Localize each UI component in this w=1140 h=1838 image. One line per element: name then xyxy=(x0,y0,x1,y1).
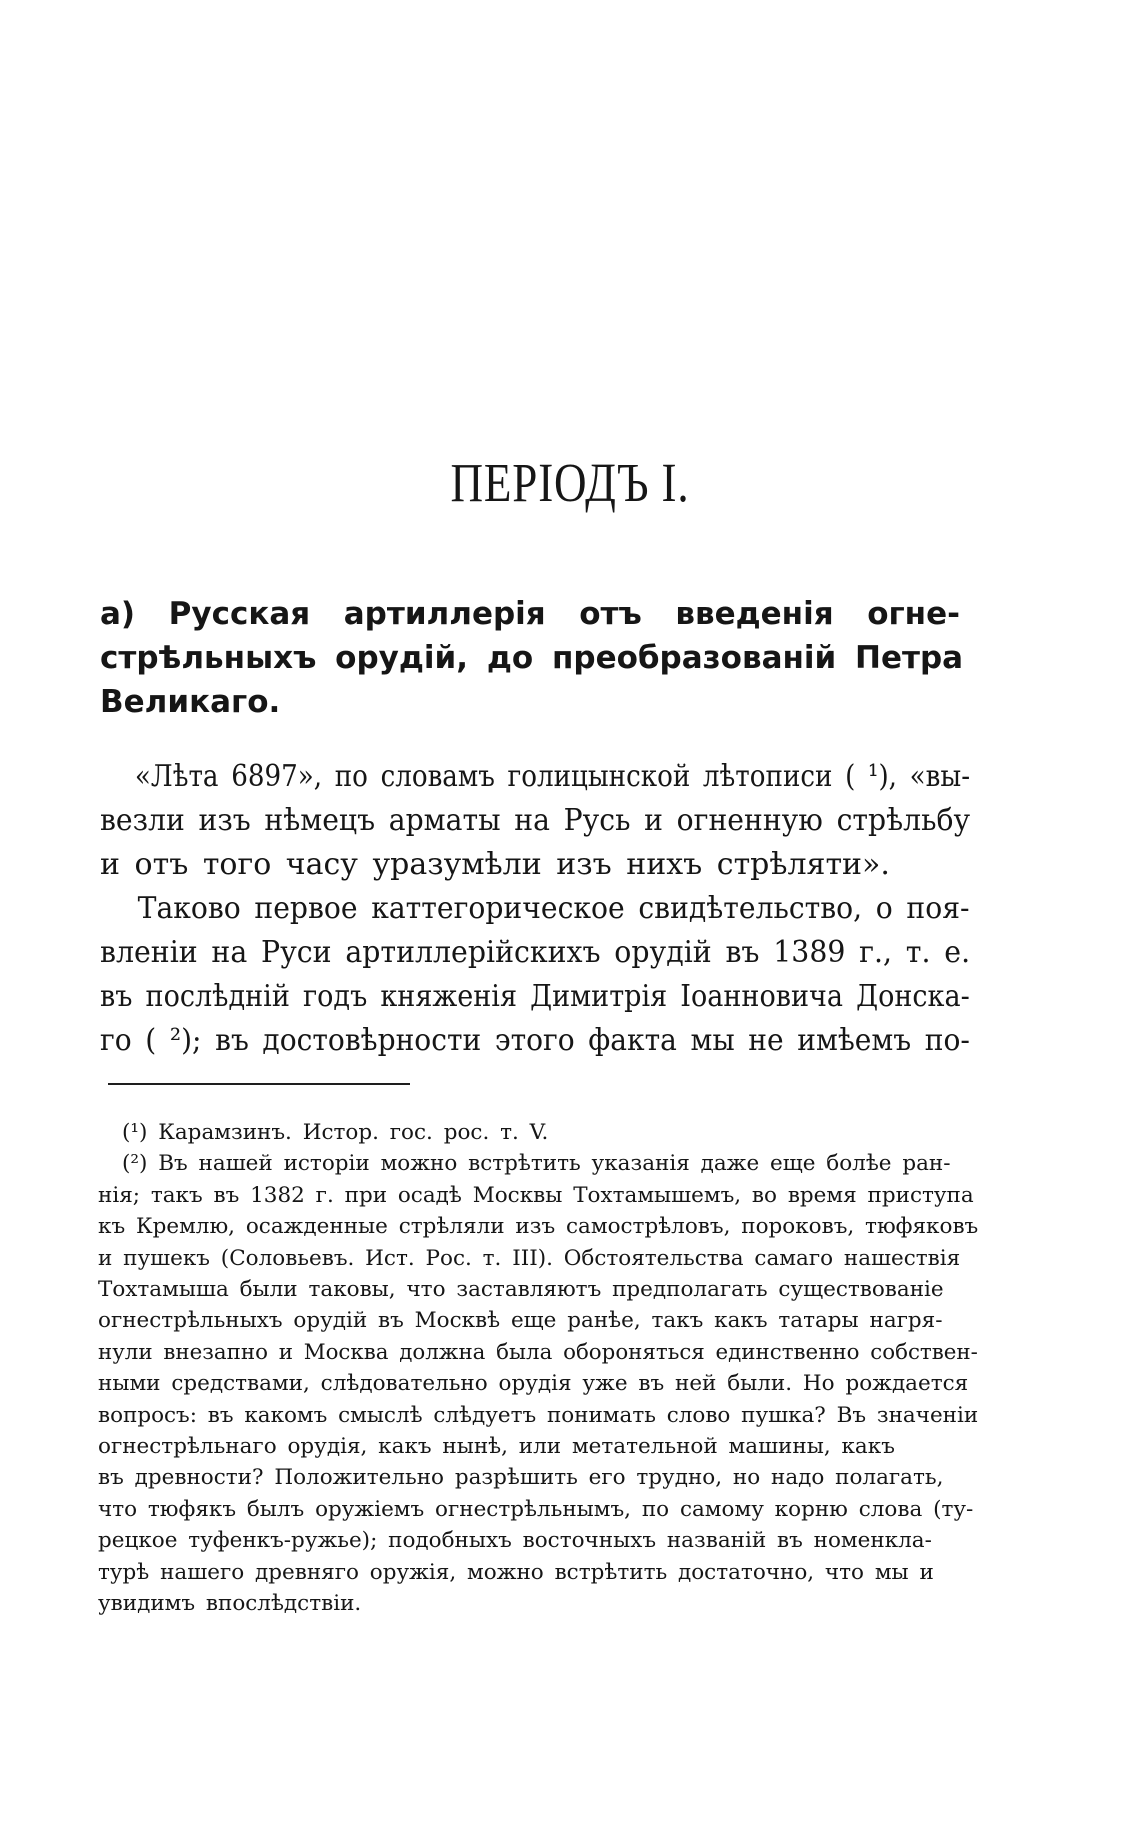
footnote-line: къ Кремлю, осажденные стрѣляли изъ самострѣловъ, пороковъ, тюфяковъ xyxy=(98,1214,979,1240)
footnote-line: нія; такъ въ 1382 г. при осадѣ Москвы Тохтамышемъ, во время приступа xyxy=(98,1182,974,1208)
footnote-line: увидимъ впослѣдствіи. xyxy=(98,1591,362,1617)
body-line: и отъ того часу уразумѣли изъ нихъ стрѣляти». xyxy=(100,847,890,882)
footnote-line: и пушекъ (Соловьевъ. Ист. Рос. т. III). Обстоятельства самаго нашествія xyxy=(98,1245,961,1271)
footnote-line: что тюфякъ былъ оружіемъ огнестрѣльнымъ, по самому корню слова (ту- xyxy=(98,1496,974,1522)
footnote-line: (²) Въ нашей исторіи можно встрѣтить указанія даже еще болѣе ран- xyxy=(122,1151,951,1177)
footnote-divider xyxy=(108,1083,410,1085)
body-line: везли изъ нѣмецъ арматы на Русь и огненную стрѣльбу xyxy=(100,803,971,838)
footnote-line: огнестрѣльныхъ орудій въ Москвѣ еще ранѣе, такъ какъ татары нагря- xyxy=(98,1308,943,1334)
footnote-line: (¹) Карамзинъ. Истор. гос. рос. т. V. xyxy=(122,1120,549,1145)
footnote-line: турѣ нашего древняго оружія, можно встрѣтить достаточно, что мы и xyxy=(98,1559,934,1585)
footnotes xyxy=(98,1117,978,1620)
body-line: въ послѣдній годъ княженія Димитрія Іоанновича Донска- xyxy=(100,979,970,1014)
body-line: го ( ²); въ достовѣрности этого факта мы не имѣемъ по- xyxy=(100,1023,970,1058)
body-line: вленіи на Руси артиллерійскихъ орудій въ 1389 г., т. е. xyxy=(100,935,971,970)
footnote-line: ными средствами, слѣдовательно орудія уже въ ней были. Но рождается xyxy=(98,1371,969,1397)
footnote-line: Тохтамыша были таковы, что заставляютъ предполагать существованіе xyxy=(98,1277,944,1303)
footnote-line: вопросъ: въ какомъ смыслѣ слѣдуетъ понимать слово пушка? Въ значеніи xyxy=(98,1402,979,1428)
footnote-line: огнестрѣльнаго орудія, какъ нынѣ, или метательной машины, какъ xyxy=(98,1434,895,1460)
subtitle-line: Великаго. xyxy=(100,684,281,720)
footnote-line: въ древности? Положительно разрѣшить его трудно, но надо полагать, xyxy=(98,1465,944,1491)
subtitle-line: стрѣльныхъ орудій, до преобразованій Петра xyxy=(100,640,964,676)
body-line: «Лѣта 6897», по словамъ голицынской лѣтописи ( ¹), «вы- xyxy=(134,759,971,794)
section-subtitle xyxy=(100,592,964,724)
subtitle-line: а) Русская артиллерія отъ введенія огне- xyxy=(100,596,960,632)
main-paragraphs xyxy=(100,755,970,1063)
footnote-line: нули внезапно и Москва должна была обороняться единственно собствен- xyxy=(98,1339,978,1365)
body-line: Таково первое каттегорическое свидѣтельство, о поя- xyxy=(137,891,970,926)
footnote-line: рецкое туфенкъ-ружье); подобныхъ восточныхъ названій въ номенкла- xyxy=(98,1528,932,1554)
page-title: ПЕРІОДЪ I. xyxy=(450,452,690,513)
